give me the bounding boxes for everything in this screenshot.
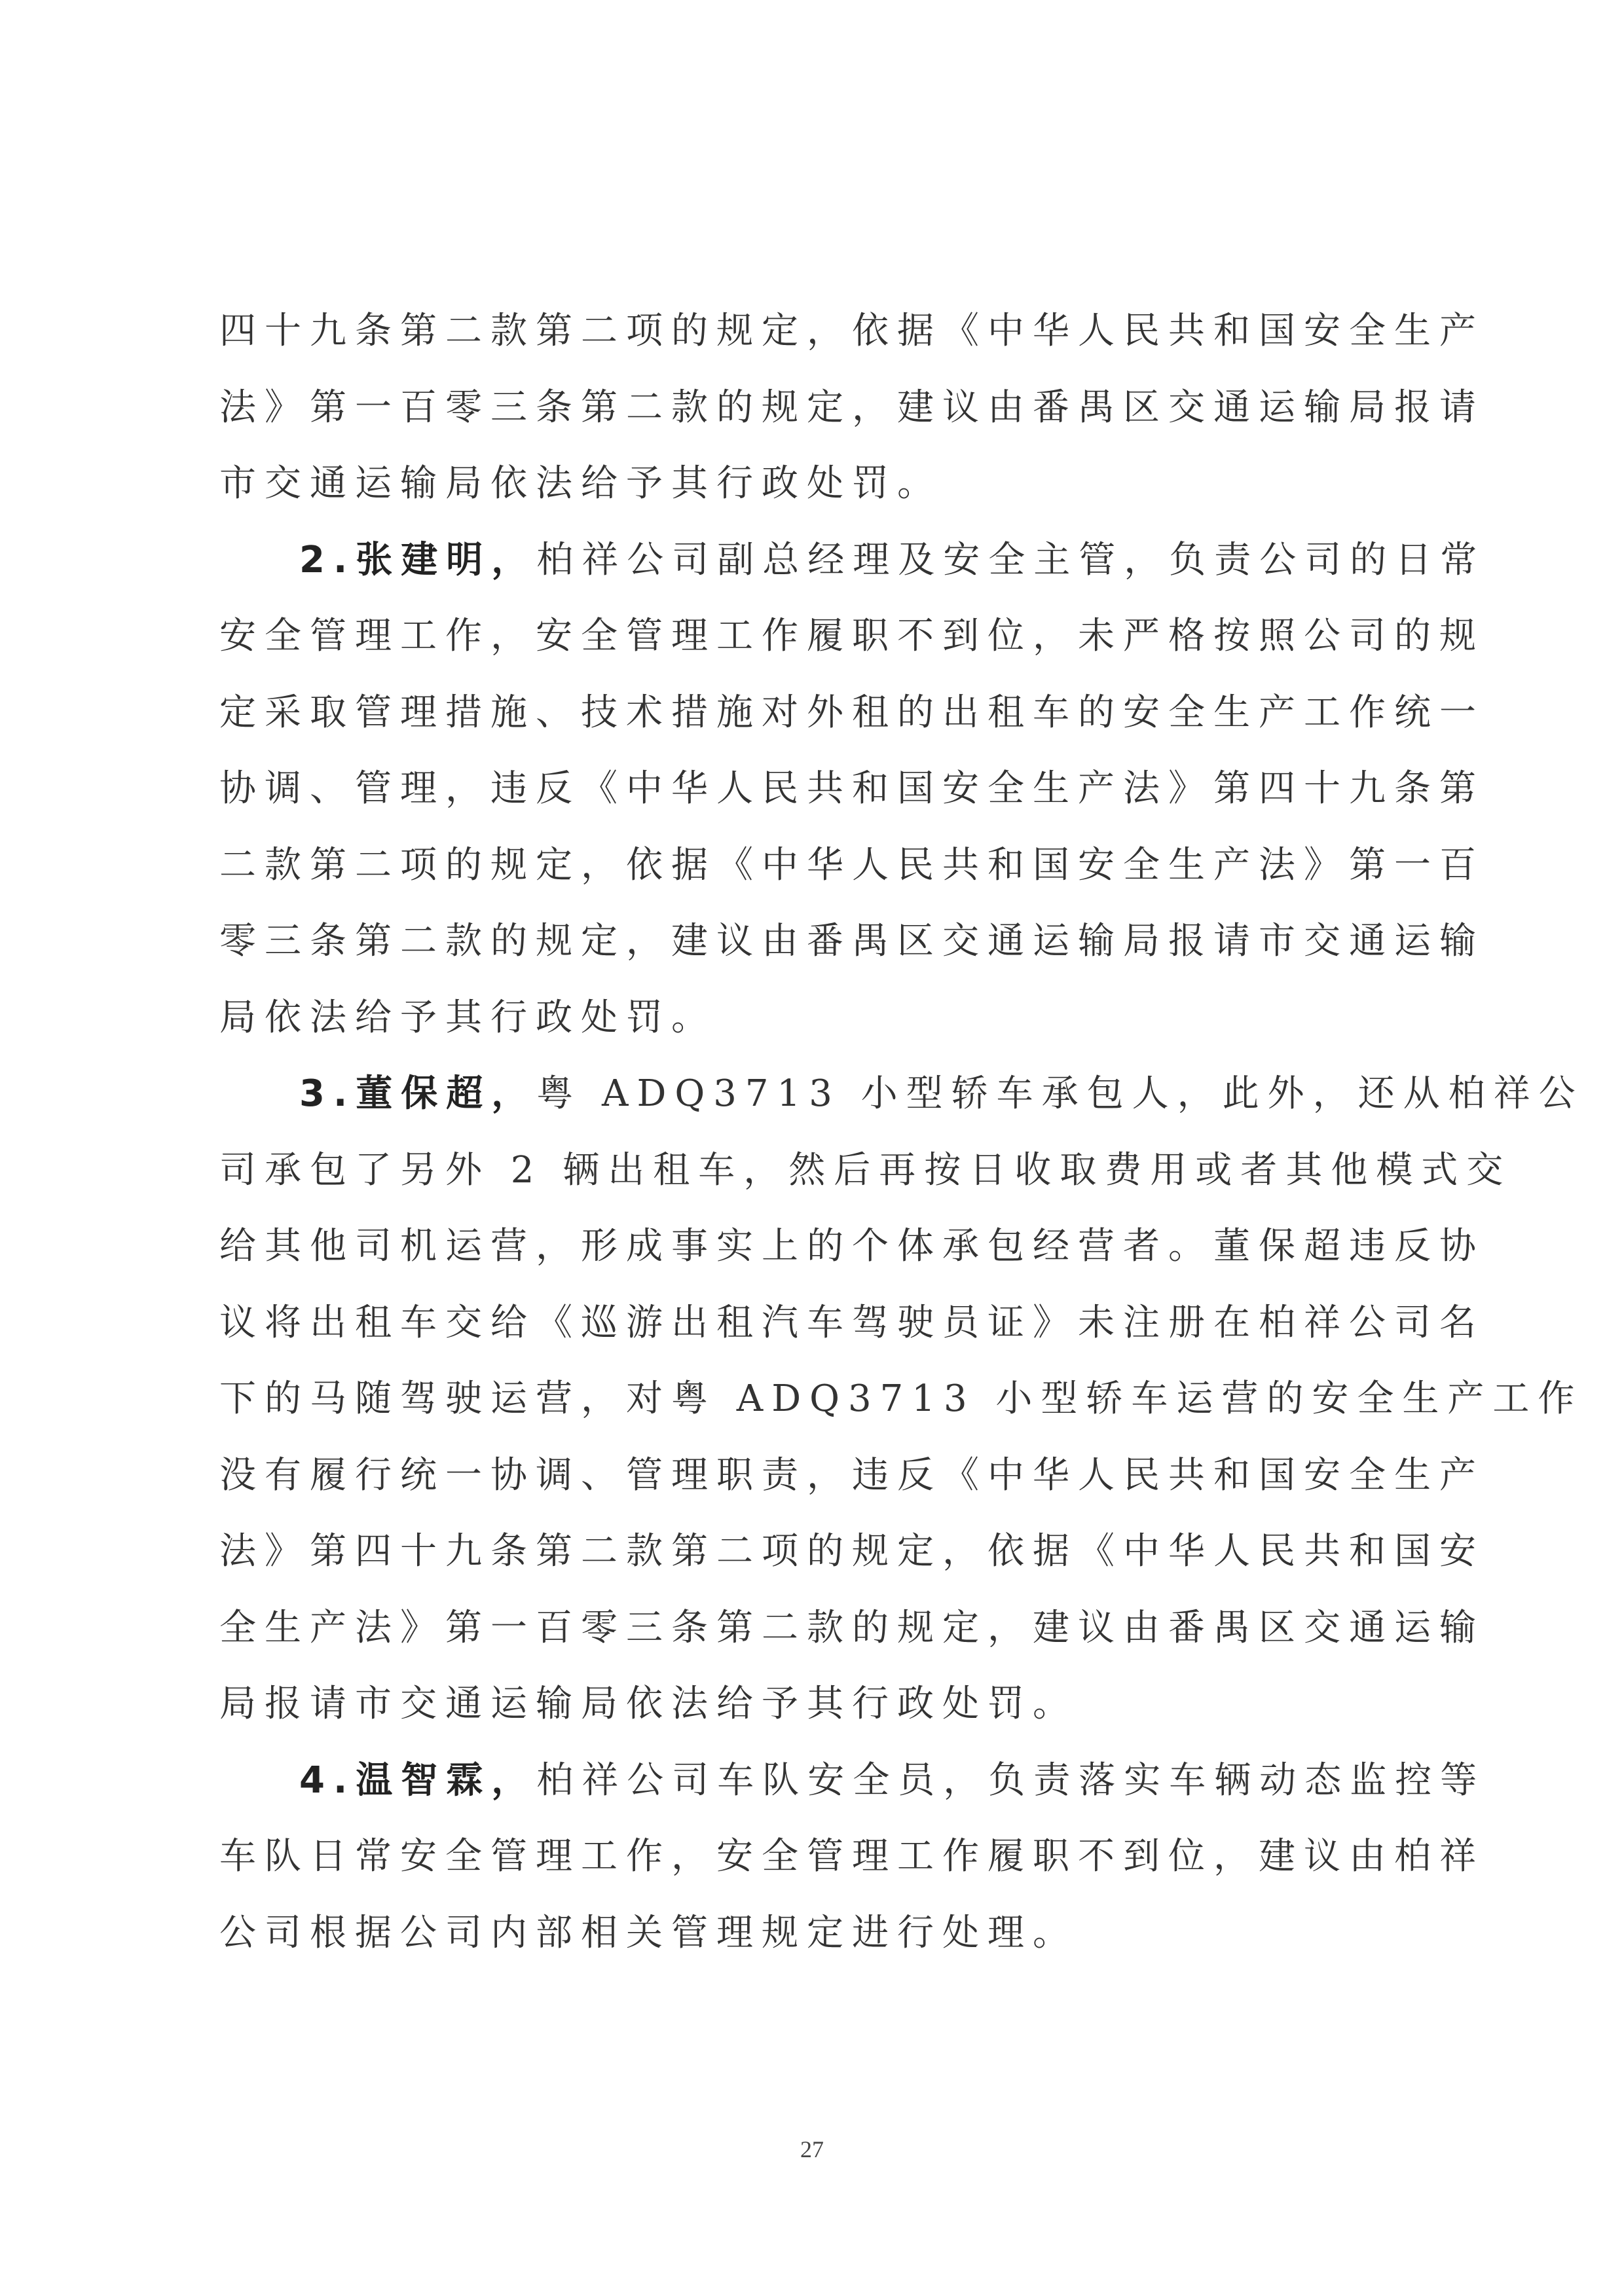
text-line: 没有履行统一协调、管理职责，违反《中华人民共和国安全生产 bbox=[219, 1453, 1485, 1497]
paragraph-item-4 bbox=[219, 1743, 1486, 1972]
item-text: 柏祥公司副总经理及安全主管，负责公司的日常 bbox=[536, 538, 1486, 581]
page-number: 27 bbox=[800, 2136, 824, 2162]
text-line: 法》第一百零三条第二款的规定，建议由番禺区交通运输局报请 bbox=[219, 386, 1485, 429]
document-body bbox=[219, 293, 1584, 1971]
text-line: 零三条第二款的规定，建议由番禺区交通运输局报请市交通运输 bbox=[219, 920, 1485, 962]
text-line: 协调、管理，违反《中华人民共和国安全生产法》第四十九条第 bbox=[219, 767, 1485, 810]
text-line: 局报请市交通运输局依法给予其行政处罚。 bbox=[219, 1683, 1078, 1725]
text-line: 给其他司机运营，形成事实上的个体承包经营者。董保超违反协 bbox=[219, 1225, 1485, 1267]
item-heading-dong-baochao: 3.董保超， bbox=[299, 1072, 537, 1115]
text-line bbox=[219, 1056, 1584, 1133]
paragraph-item-2 bbox=[219, 522, 1486, 1057]
text-line bbox=[219, 522, 1486, 599]
text-line: 议将出租车交给《巡游出租汽车驾驶员证》未注册在柏祥公司名 bbox=[219, 1301, 1485, 1344]
text-line: 局依法给予其行政处罚。 bbox=[219, 996, 716, 1039]
item-text: 粤 ADQ3713 小型轿车承包人，此外，还从柏祥公 bbox=[536, 1072, 1584, 1115]
text-line: 法》第四十九条第二款第二项的规定，依据《中华人民共和国安 bbox=[219, 1530, 1485, 1573]
text-line: 定采取管理措施、技术措施对外租的出租车的安全生产工作统一 bbox=[219, 691, 1485, 734]
text-line: 四十九条第二款第二项的规定，依据《中华人民共和国安全生产 bbox=[219, 310, 1485, 352]
text-line: 公司根据公司内部相关管理规定进行处理。 bbox=[219, 1911, 1078, 1954]
text-line: 市交通运输局依法给予其行政处罚。 bbox=[219, 462, 942, 505]
text-line: 全生产法》第一百零三条第二款的规定，建议由番禺区交通运输 bbox=[219, 1606, 1485, 1649]
text-line: 安全管理工作，安全管理工作履职不到位，未严格按照公司的规 bbox=[219, 615, 1485, 657]
item-heading-wen-zhilin: 4.温智霖， bbox=[299, 1758, 537, 1802]
paragraph-continuation bbox=[219, 293, 1485, 522]
text-line: 二款第二项的规定，依据《中华人民共和国安全生产法》第一百 bbox=[219, 843, 1485, 886]
item-heading-zhang-jianming: 2.张建明， bbox=[299, 538, 537, 581]
text-line: 车队日常安全管理工作，安全管理工作履职不到位，建议由柏祥 bbox=[219, 1835, 1485, 1878]
text-line: 下的马随驾驶运营，对粤 ADQ3713 小型轿车运营的安全生产工作 bbox=[219, 1377, 1583, 1420]
paragraph-item-3 bbox=[219, 1056, 1584, 1743]
text-line: 司承包了另外 2 辆出租车，然后再按日收取费用或者其他模式交 bbox=[219, 1148, 1512, 1192]
text-line bbox=[219, 1743, 1486, 1819]
item-text: 柏祥公司车队安全员，负责落实车辆动态监控等 bbox=[536, 1758, 1486, 1802]
